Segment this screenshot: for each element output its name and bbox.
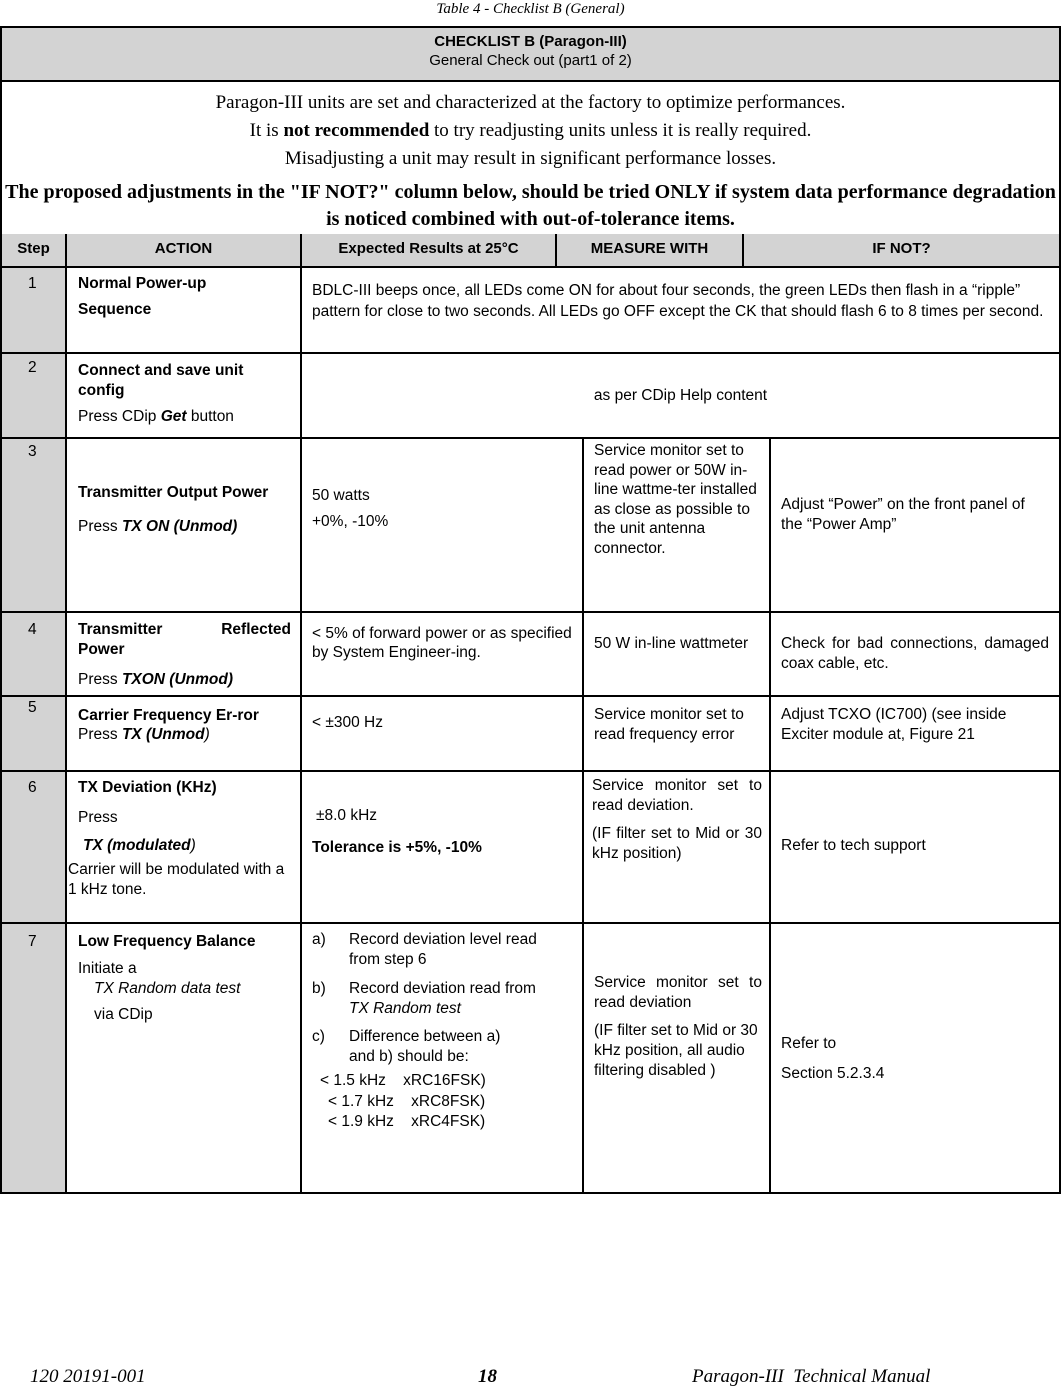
header-expected: Expected Results at 25°C [338, 240, 519, 257]
row6-press-line [68, 836, 296, 856]
step-number: 1 [28, 275, 37, 292]
row3-action-title: Transmitter Output Power [78, 484, 269, 501]
intro-line-2 [2, 117, 1059, 145]
intro-notice [2, 82, 1059, 236]
row4-press-em: TXON (Unmod) [121, 671, 234, 688]
row-divider [2, 352, 1059, 354]
row5-press-text: Press [78, 726, 122, 743]
row3-expected [312, 486, 572, 532]
row5-measure: Service monitor set to read frequency error [594, 706, 744, 743]
step-number: 6 [28, 779, 37, 796]
row2-press-text: Press CDip [78, 408, 161, 425]
row7-item-b [312, 979, 577, 1019]
header-divider [65, 234, 67, 266]
row5-ifnot: Adjust TCXO (IC700) (see inside Exciter module at, Figure 21 [781, 706, 1007, 743]
row7-measure-2: (IF filter set to Mid or 30 kHz position, all audio filtering disabled ) [594, 1022, 758, 1079]
header-divider [742, 234, 744, 266]
row4-press [78, 670, 291, 690]
row1-expected: BDLC-III beeps once, all LEDs come ON for about four seconds, the green LEDs then flash in a “ripple” pattern for close to two seconds. All LEDs go OFF except the CK that should flash 6 to 8 times per second. [312, 282, 1044, 320]
intro-line-2-post: to try readjusting units unless it is really required. [429, 120, 812, 141]
row5-action-title: Carrier Frequency Er-ror [78, 707, 259, 724]
table-title-band [2, 28, 1059, 82]
intro-line-2-pre: It is [249, 120, 284, 141]
row5-expected: < ±300 Hz [312, 714, 383, 731]
row7-action-title: Low Frequency Balance [78, 933, 256, 950]
row1-action [78, 274, 293, 320]
row4-action-b: Reflected [221, 621, 291, 638]
step-column [2, 268, 65, 1192]
column-header-row [2, 234, 1059, 268]
row7-a-text: Record deviation level read from step 6 [349, 931, 537, 968]
header-measure: MEASURE WITH [590, 240, 709, 257]
row6-measure-2: (IF filter set to Mid or 30 kHz position) [592, 825, 762, 862]
row7-c-text: Difference between a) and b) should be: [349, 1028, 501, 1065]
row2-action [78, 361, 293, 427]
row7-item-a [312, 930, 577, 970]
row6-ifnot: Refer to tech support [781, 837, 926, 854]
row-divider [2, 695, 1059, 697]
row3-press-em: TX ON (Unmod) [121, 518, 238, 535]
row5-press-em: TX (Unmod [121, 726, 205, 743]
row7-b-label: b) [312, 980, 326, 997]
row2-action-title: Connect and save unit config [78, 362, 244, 399]
row6-measure [592, 776, 762, 864]
row3-ifnot: Adjust “Power” on the front panel of the “Power Amp” [781, 496, 1025, 533]
step-number: 4 [28, 621, 37, 638]
row4-press-text: Press [78, 671, 122, 688]
column-divider [65, 268, 67, 1192]
row-divider [2, 611, 1059, 613]
row5-press-post: ) [204, 726, 210, 743]
row7-ifnot [781, 1034, 1046, 1084]
row6-expected-2: Tolerance is +5%, -10% [312, 839, 482, 856]
row1-action-line-b: Sequence [78, 301, 152, 318]
row-divider [2, 770, 1059, 772]
step-number: 3 [28, 443, 37, 460]
row4-action-c: Power [78, 641, 125, 658]
row7-a-label: a) [312, 931, 326, 948]
row6-action-title: TX Deviation (KHz) [78, 779, 217, 796]
header-ifnot: IF NOT? [872, 240, 931, 257]
row4-action-line [78, 620, 291, 640]
footer-manual-title: Paragon-III Technical Manual [692, 1366, 931, 1387]
intro-line-4: The proposed adjustments in the "IF NOT?" column below, should be tried ONLY if system data performance degradation is noticed combined with out-of-tolerance items. [5, 181, 1056, 230]
intro-line-1: Paragon-III units are set and characterized at the factory to optimize performances. [215, 92, 846, 113]
row7-tolerance-2: < 1.7 kHz xRC8FSK) [328, 1093, 486, 1110]
row2-expected: as per CDip Help content [593, 387, 768, 404]
row7-action [78, 930, 293, 1025]
row7-ifnot-2: Section 5.2.3.4 [781, 1065, 885, 1082]
row7-c-label: c) [312, 1028, 325, 1045]
row5-action [78, 706, 283, 744]
intro-line-3: Misadjusting a unit may result in significant performance losses. [284, 148, 777, 169]
row7-tolerance-3: < 1.9 kHz xRC4FSK) [328, 1113, 486, 1130]
row2-press-em: Get [160, 408, 187, 425]
row6-expected-1: ±8.0 kHz [316, 807, 378, 824]
header-divider [555, 234, 557, 266]
step-number: 5 [28, 699, 37, 716]
row7-measure [594, 973, 762, 1081]
row7-tolerance-1: < 1.5 kHz xRC16FSK) [320, 1072, 486, 1089]
table-title: CHECKLIST B (Paragon-III) [434, 33, 627, 50]
row6-press-post: ) [190, 837, 196, 854]
row4-measure: 50 W in-line wattmeter [594, 635, 749, 652]
row3-action [78, 483, 293, 537]
row6-action [68, 778, 296, 900]
table-caption: Table 4 - Checklist B (General) [436, 1, 625, 17]
row-divider [2, 922, 1059, 924]
row3-press-text: Press [78, 518, 122, 535]
row4-ifnot: Check for bad connections, damaged coax cable, etc. [781, 635, 1049, 672]
row6-note: Carrier will be modulated with a 1 kHz tone. [68, 861, 285, 898]
column-divider [582, 437, 584, 1192]
row7-measure-1: Service monitor set to read deviation [594, 974, 762, 1011]
row2-press-post: button [186, 408, 234, 425]
header-divider [300, 234, 302, 266]
header-action: ACTION [154, 240, 213, 257]
row7-init-em: TX Random data test [94, 980, 241, 997]
row7-ifnot-1: Refer to [781, 1035, 837, 1052]
row7-expected [312, 930, 577, 1132]
row5-press [78, 725, 283, 744]
checklist-table [0, 26, 1061, 1194]
step-number: 2 [28, 359, 37, 376]
row2-press [78, 407, 293, 427]
row4-action [78, 620, 291, 690]
table-subtitle: General Check out (part1 of 2) [429, 52, 632, 69]
footer-page-number: 18 [478, 1366, 497, 1387]
row3-press [78, 517, 293, 537]
intro-line-2-bold: not recommended [283, 120, 430, 141]
row7-b-em: TX Random test [349, 1000, 461, 1017]
row6-measure-1: Service monitor set to read deviation. [592, 777, 762, 814]
row6-press-em: TX (modulated [83, 837, 191, 854]
row7-item-c [312, 1027, 577, 1067]
row3-measure: Service monitor set to read power or 50W in-line wattme-ter installed as close as possible to the unit antenna connector. [594, 442, 757, 557]
row-divider [2, 437, 1059, 439]
step-number: 7 [28, 933, 37, 950]
header-step: Step [17, 240, 50, 257]
row7-b-text: Record deviation read from [349, 980, 536, 997]
row3-expected-1: 50 watts [312, 487, 370, 504]
row6-expected [312, 806, 578, 858]
row7-via: via CDip [94, 1006, 153, 1023]
row6-press-text: Press [78, 809, 118, 826]
row3-expected-2: +0%, -10% [312, 513, 389, 530]
row7-init: Initiate a [78, 960, 137, 977]
row4-expected: < 5% of forward power or as specified by System Engineer-ing. [312, 625, 572, 661]
row4-action-a: Transmitter [78, 621, 163, 638]
column-divider [769, 437, 771, 1192]
row1-action-line-a: Normal Power-up [78, 275, 207, 292]
column-divider [300, 268, 302, 1192]
footer-doc-number: 120 20191-001 [30, 1366, 146, 1387]
